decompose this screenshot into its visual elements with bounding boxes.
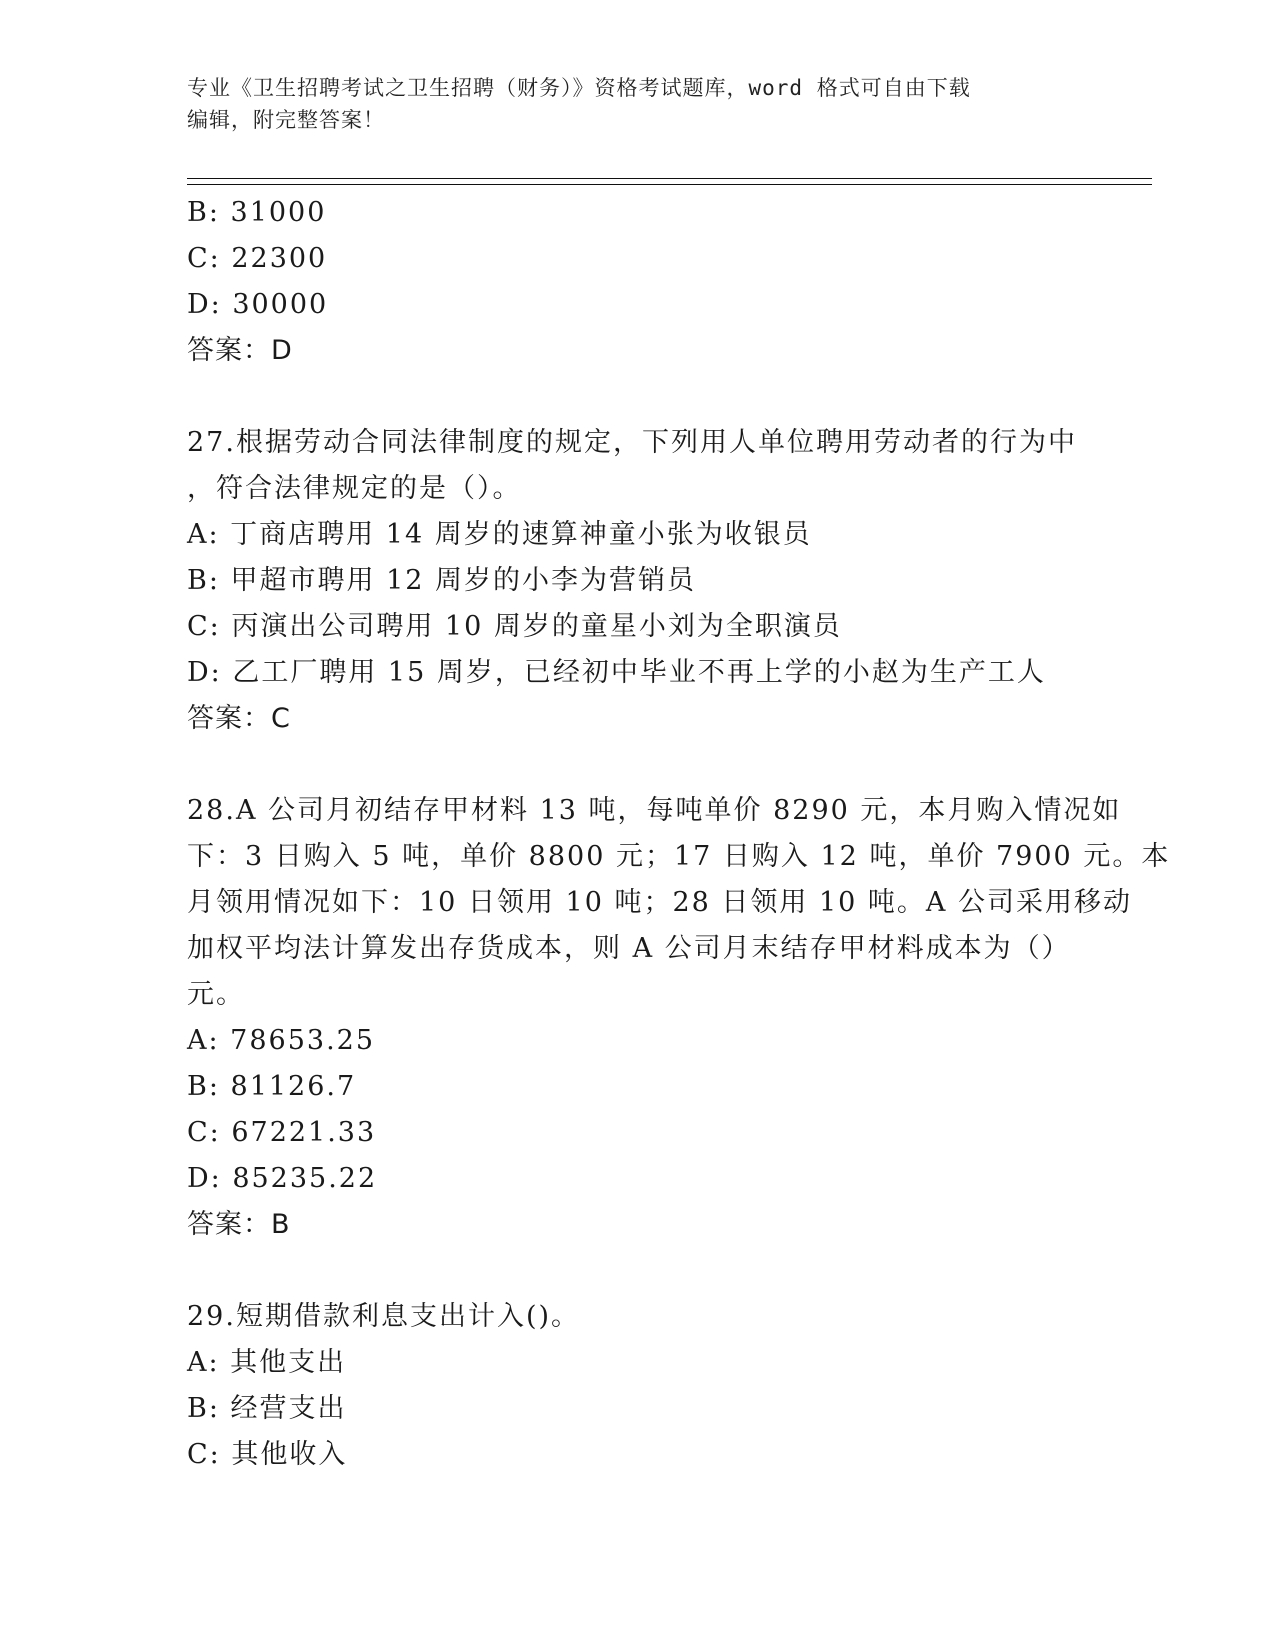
q28-option-b: B: 81126.7: [187, 1071, 357, 1102]
q26-option-b: B: 31000: [187, 197, 327, 228]
q27-option-a: A: 丁商店聘用 14 周岁的速算神童小张为收银员: [187, 519, 812, 550]
q29-option-b: B: 经营支出: [187, 1393, 347, 1424]
question-27: [187, 420, 1087, 742]
q28-option-c: C: 67221.33: [187, 1117, 377, 1148]
q28-stem-line-2: 下：3 日购入 5 吨，单价 8800 元；17 日购入 12 吨，单价 7900 元。本: [187, 841, 1171, 872]
q27-stem-line-2: ，符合法律规定的是（）。: [187, 473, 522, 504]
question-26: [187, 190, 1087, 374]
document-header: [187, 72, 1087, 136]
spacer: [187, 1248, 1087, 1294]
q27-answer: 答案：C: [187, 703, 291, 734]
q29-option-c: C: 其他收入: [187, 1439, 348, 1470]
q27-option-d: D: 乙工厂聘用 15 周岁，已经初中毕业不再上学的小赵为生产工人: [187, 657, 1046, 688]
spacer: [187, 742, 1087, 788]
q28-stem-line-5: 元。: [187, 979, 245, 1010]
q26-option-c: C: 22300: [187, 243, 328, 274]
q27-option-c: C: 丙演出公司聘用 10 周岁的童星小刘为全职演员: [187, 611, 842, 642]
q29-option-a: A: 其他支出: [187, 1347, 347, 1378]
q26-option-d: D: 30000: [187, 289, 329, 320]
q27-stem-line-1: 27.根据劳动合同法律制度的规定，下列用人单位聘用劳动者的行为中: [187, 427, 1077, 458]
q29-stem-line-1: 29.短期借款利息支出计入()。: [187, 1301, 581, 1332]
question-28: [187, 788, 1171, 1248]
q28-stem-line-1: 28.A 公司月初结存甲材料 13 吨，每吨单价 8290 元，本月购入情况如: [187, 795, 1122, 826]
question-content: [187, 190, 1171, 1478]
q26-answer: 答案：D: [187, 335, 293, 366]
q28-answer: 答案：B: [187, 1209, 291, 1240]
header-line-1: 专业《卫生招聘考试之卫生招聘（财务）》资格考试题库，word 格式可自由下载: [187, 76, 971, 100]
question-29: [187, 1294, 1087, 1478]
q28-stem-line-4: 加权平均法计算发出存货成本，则 A 公司月末结存甲材料成本为（）: [187, 933, 1071, 964]
q28-option-a: A: 78653.25: [187, 1025, 376, 1056]
q27-option-b: B: 甲超市聘用 12 周岁的小李为营销员: [187, 565, 697, 596]
spacer: [187, 374, 1087, 420]
header-line-2: 编辑，附完整答案！: [187, 108, 385, 132]
q28-option-d: D: 85235.22: [187, 1163, 378, 1194]
header-divider: [187, 178, 1152, 185]
q28-stem-line-3: 月领用情况如下：10 日领用 10 吨；28 日领用 10 吨。A 公司采用移动: [187, 887, 1133, 918]
